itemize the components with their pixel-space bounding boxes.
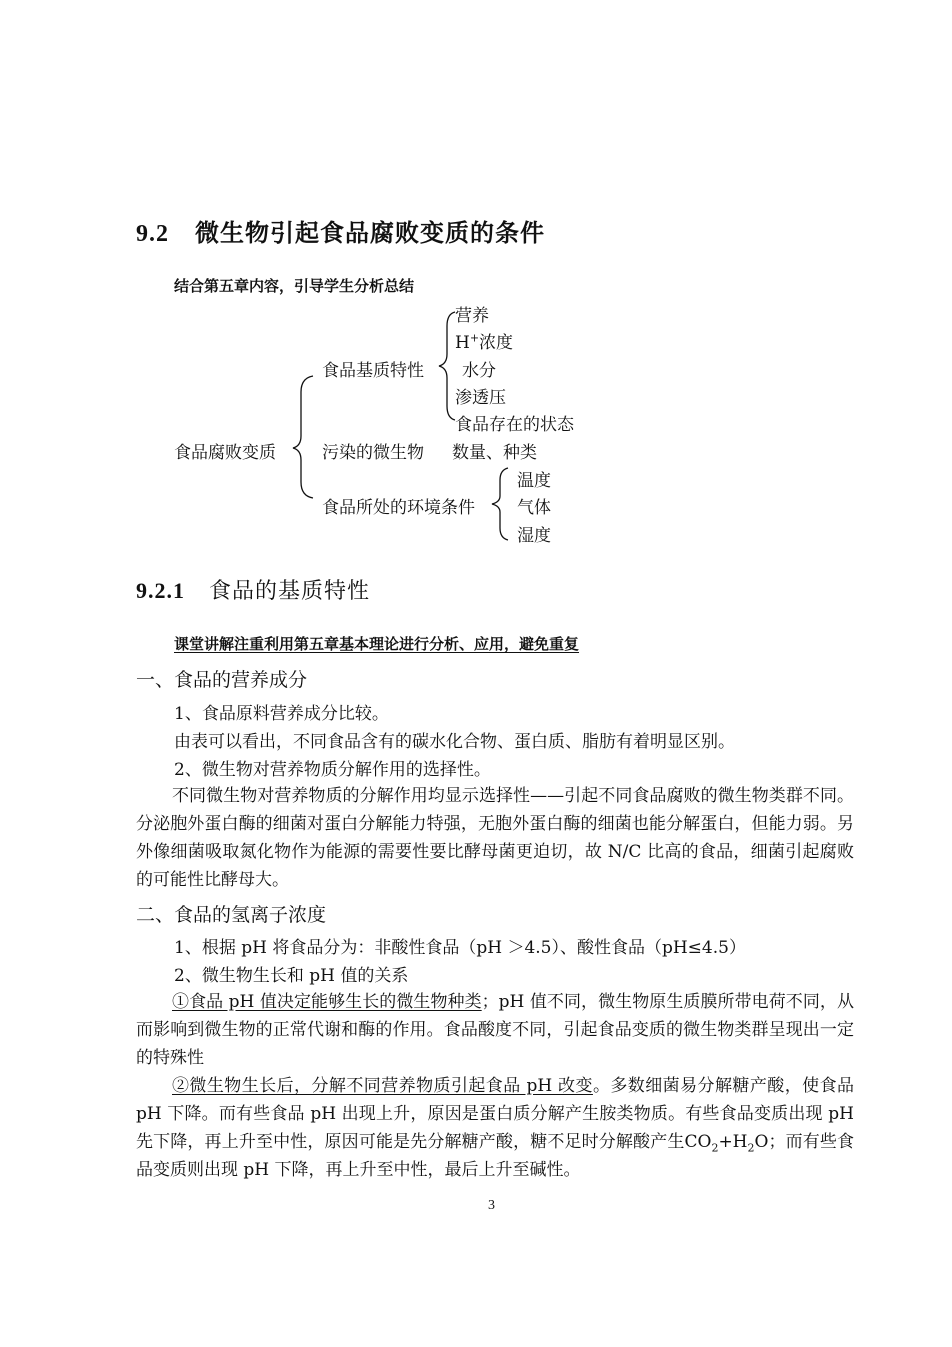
subsection-title-hydrogen-ion: 二、食品的氢离子浓度 bbox=[136, 904, 327, 926]
tree-root: 食品腐败变质 bbox=[174, 443, 276, 463]
subsection-title-nutrition: 一、食品的营养成分 bbox=[136, 669, 308, 691]
tree-item-nutrition: 营养 bbox=[455, 306, 489, 326]
paragraph: 由表可以看出，不同食品含有的碳水化合物、蛋白质、脂肪有着明显区别。 bbox=[174, 732, 735, 752]
paragraph-ph-change: ②微生物生长后，分解不同营养物质引起食品 pH 改变。多数细菌易分解糖产酸，使食品 pH 下降。而有些食品 pH 出现上升，原因是蛋白质分解产生胺类物质。有些食品变质出现 pH 先下降，再上升至中性，原因可能是先分解糖产酸，糖不足时分解酸产生$CO_2+H_2O$；而有些食品变质则出现 pH 下降，再上升至中性，最后上升至碱性。 bbox=[136, 1076, 855, 1180]
heading-number: 9.2 bbox=[136, 221, 169, 247]
tree-item-quantity-type: 数量、种类 bbox=[452, 443, 537, 463]
underlined-point: ①食品 pH 值决定能够生长的微生物种类 bbox=[172, 992, 482, 1012]
tree-item-osmotic-pressure: 渗透压 bbox=[455, 388, 506, 408]
paragraph-selectivity: 不同微生物对营养物质的分解作用均显示选择性——引起不同食品腐败的微生物类群不同。分泌胞外蛋白酶的细菌对蛋白分解能力特强，无胞外蛋白酶的细菌也能分解蛋白，但能力弱。另外像细菌吸取氮化物作为能源的需要性要比酵母菌更迫切，故 N/C 比高的食品，细菌引起腐败的可能性比酵母大。 bbox=[136, 786, 854, 890]
paragraph: 1、食品原料营养成分比较。 bbox=[174, 704, 389, 724]
tree-item-gas: 气体 bbox=[517, 498, 551, 518]
page-number: 3 bbox=[488, 1198, 495, 1213]
lead-note: 结合第五章内容，引导学生分析总结 bbox=[174, 277, 415, 295]
paragraph: 2、微生物生长和 pH 值的关系 bbox=[174, 966, 409, 986]
paragraph-ph-determines: ①食品 pH 值决定能够生长的微生物种类；pH 值不同，微生物原生质膜所带电荷不同，从而影响到微生物的正常代谢和酶的作用。食品酸度不同，引起食品变质的微生物类群呈现出一定的特殊性 bbox=[136, 992, 854, 1068]
heading-title: 微生物引起食品腐败变质的条件 bbox=[195, 219, 545, 247]
tree-item-temperature: 温度 bbox=[517, 471, 551, 491]
tree-item-humidity: 湿度 bbox=[517, 526, 551, 546]
tree-branch-microbes: 污染的微生物 bbox=[322, 443, 424, 463]
tree-item-h-concentration: H+浓度 bbox=[455, 331, 514, 353]
heading-title: 食品的基质特性 bbox=[209, 579, 371, 604]
heading-number: 9.2.1 bbox=[136, 578, 185, 603]
paragraph: 1、根据 pH 将食品分为：非酸性食品（pH ＞4.5）、酸性食品（pH≤4.5） bbox=[174, 938, 746, 958]
teaching-note: 课堂讲解注重利用第五章基本理论进行分析、应用，避免重复 bbox=[174, 635, 580, 653]
paragraph: 2、微生物对营养物质分解作用的选择性。 bbox=[174, 760, 491, 780]
tree-branch-environment: 食品所处的环境条件 bbox=[322, 498, 475, 518]
underlined-point: ②微生物生长后，分解不同营养物质引起食品 pH 改变 bbox=[172, 1076, 593, 1096]
section-heading-9-2-1 bbox=[136, 574, 370, 605]
tree-branch-substrate: 食品基质特性 bbox=[322, 361, 424, 381]
tree-braces bbox=[0, 0, 952, 560]
tree-item-water: 水分 bbox=[462, 361, 496, 381]
tree-item-state: 食品存在的状态 bbox=[455, 415, 574, 435]
